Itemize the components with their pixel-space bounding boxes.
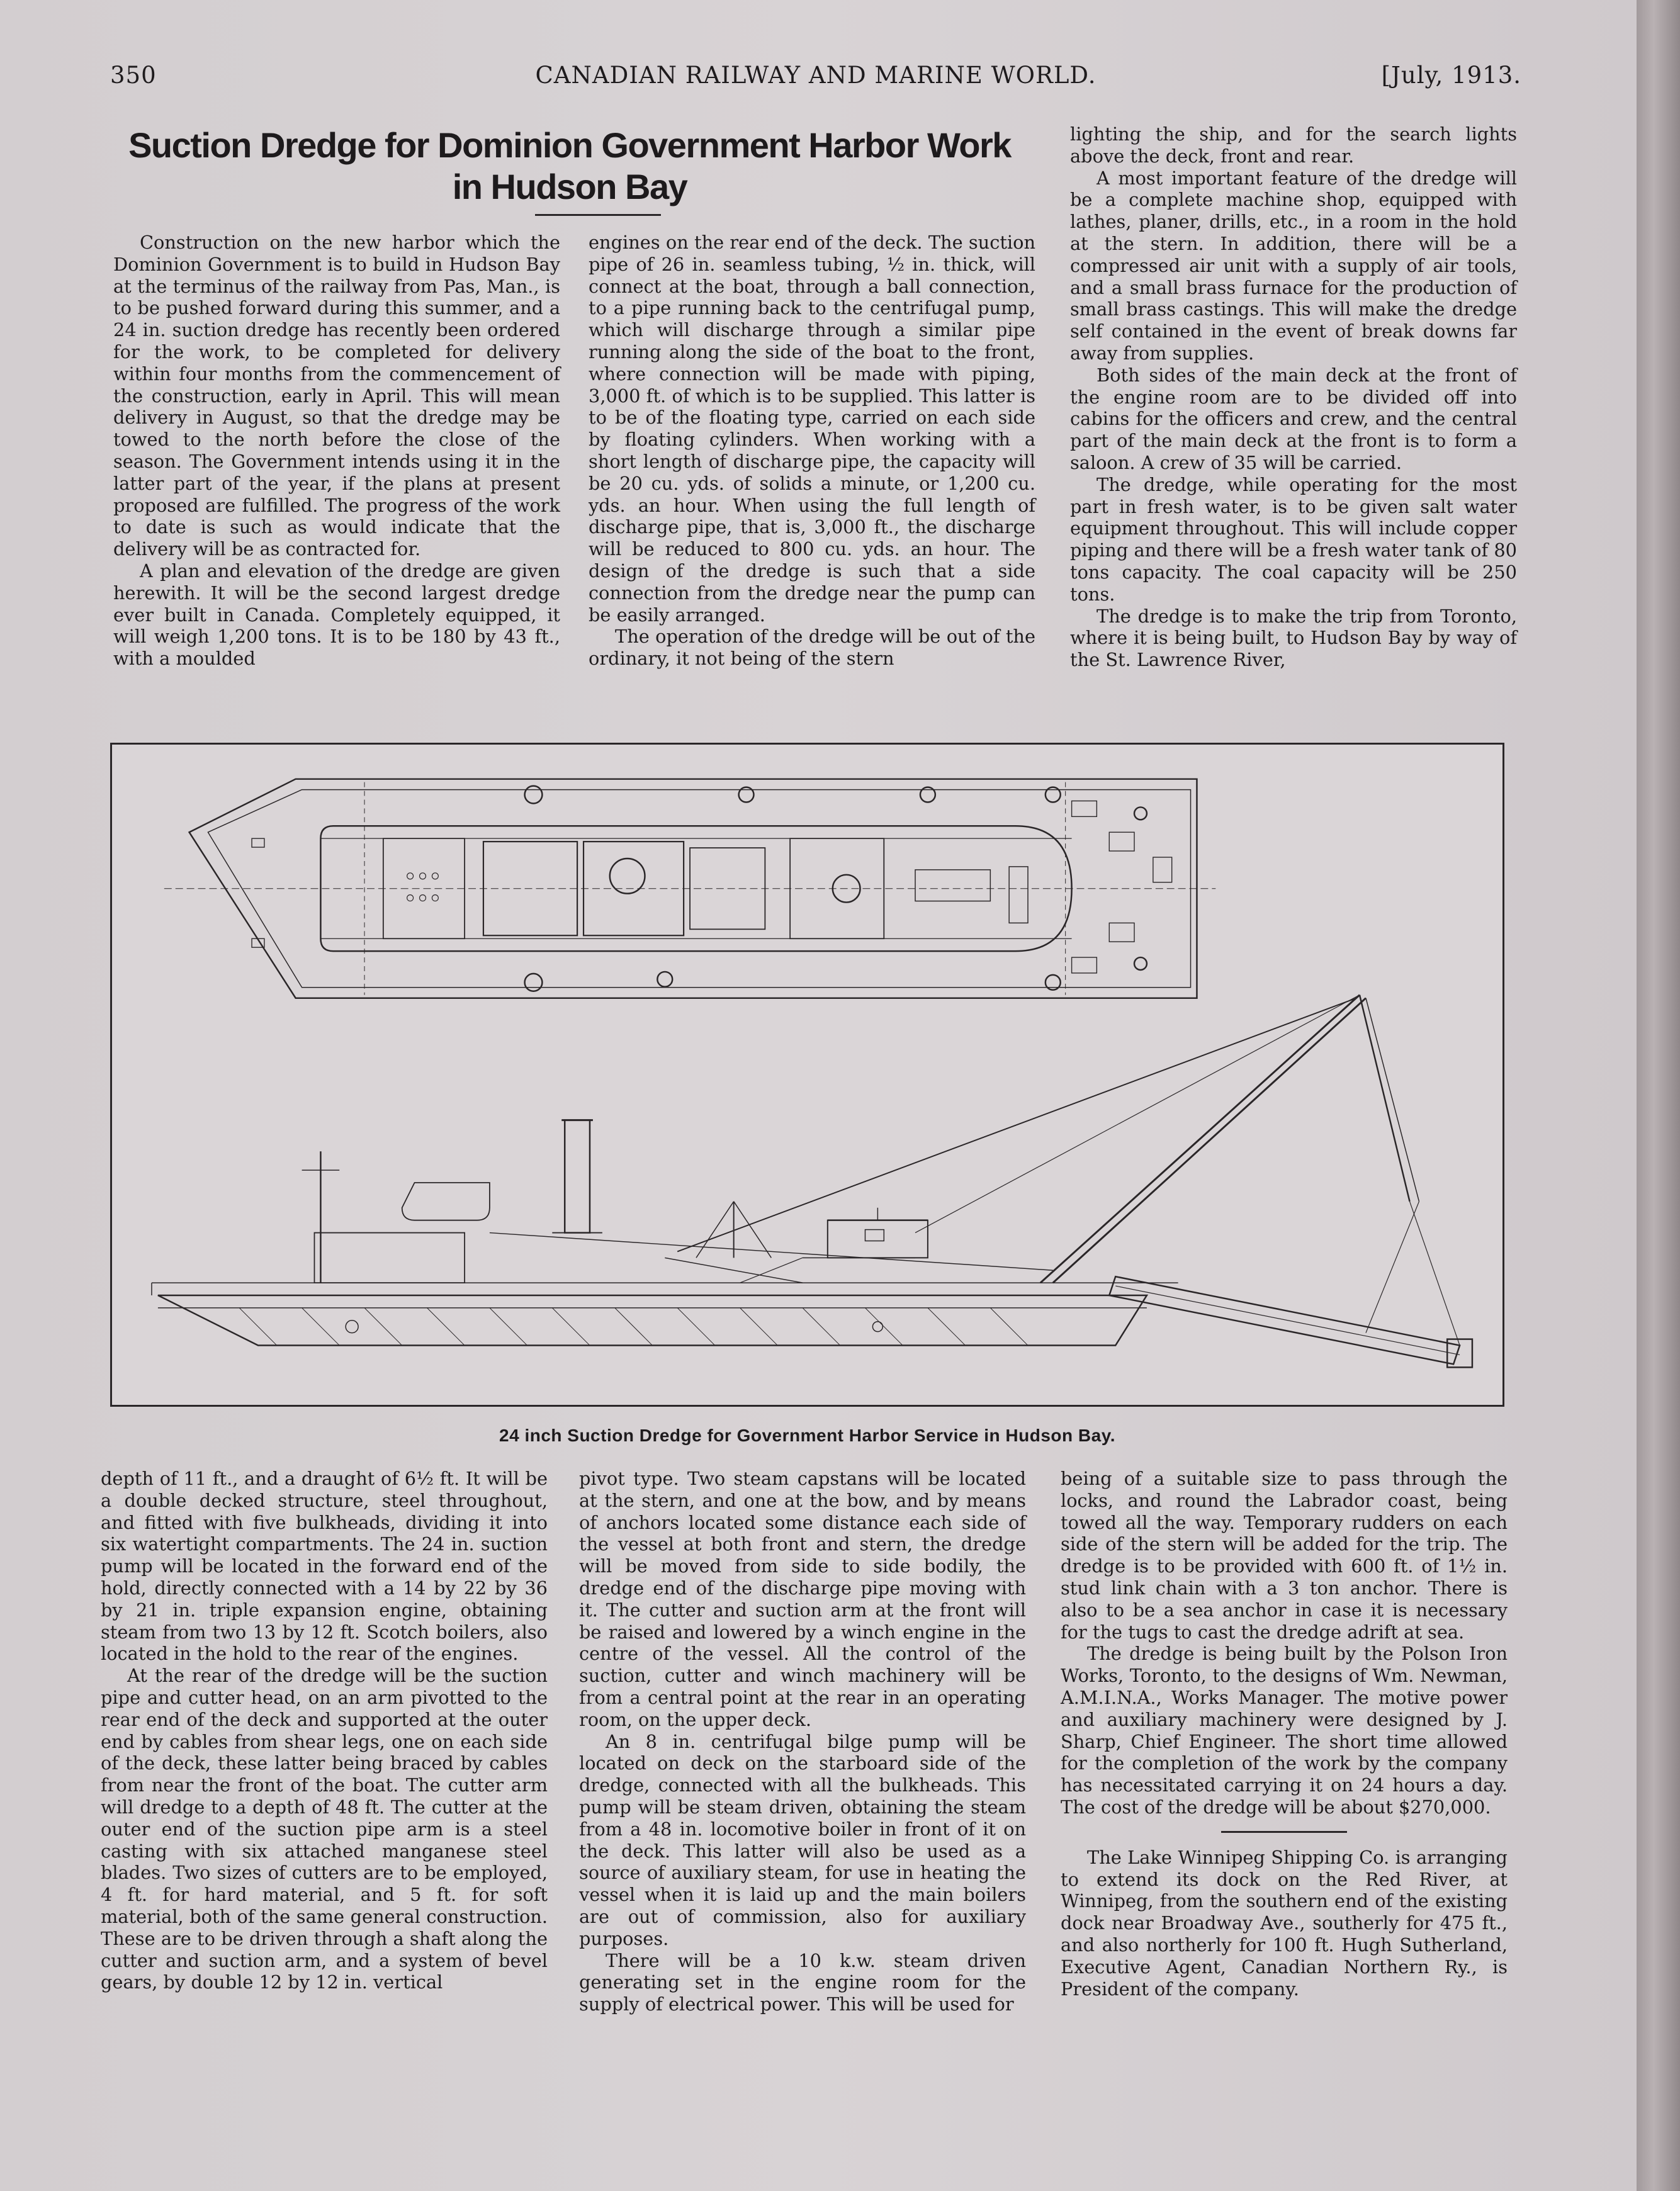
paragraph: being of a suitable size to pass through the locks, and round the Labrador coast, being towed all the way. Temporary rudders on each side of the stern will be added for the trip. The dredge is to be provided with 600 ft. of 1½ in. stud link chain with a 3 ton anchor. There is also to be a sea anchor in case it is necessary for the tugs to cast the dredge adrift at sea.	[1061, 1468, 1508, 1643]
funnel	[565, 1120, 590, 1233]
article-title: Suction Dredge for Dominion Government Harbor Work in Hudson Bay	[128, 125, 1011, 206]
publication-title: CANADIAN RAILWAY AND MARINE WORLD.	[535, 62, 1097, 89]
bottom-column-3	[1061, 1468, 1508, 2000]
paragraph: lighting the ship, and for the search lights above the deck, front and rear.	[1070, 123, 1517, 167]
suction-cutter-arm	[1109, 1276, 1460, 1364]
paragraph: A plan and elevation of the dredge are given herewith. It will be the second largest dredge ever built in Canada. Completely equipped, it will weigh 1,200 tons. It is to be 180 by 43 ft., with a moulded	[113, 560, 560, 670]
paragraph: The Lake Winnipeg Shipping Co. is arranging to extend its dock on the Red River, at Winnipeg, from the southern end of the existing dock near Broadway Ave., southerly for 475 ft., and also northerly for 100 ft. Hugh Sutherland, Executive Agent, Canadian Northern Ry., is President of the company.	[1061, 1846, 1508, 2000]
stay-cable	[677, 998, 1356, 1252]
paragraph: Both sides of the main deck at the front of the engine room are to be divided off into cabins for the officers and crew, and the central part of the main deck at the front is to form a saloon. A crew of 35 will be carried.	[1070, 364, 1517, 473]
paragraph: engines on the rear end of the deck. The suction pipe of 26 in. seamless tubing, ½ in. thick, will connect at the boat, through a ball connection, to a pipe running back to the centrifugal pump, which will discharge through a similar pipe running along the side of the boat to the front, where connection will be made with piping, 3,000 ft. of which is to be supplied. This latter is to be of the floating type, carried on each side by floating cylinders. When working with a short length of discharge pipe, the capacity will be 20 cu. yds. of solids a minute, or 1,200 cu. yds. an hour. When using the full length of discharge pipe, that is, 3,000 ft., the discharge will be reduced to 800 cu. yds. an hour. The design of the dredge is such that a side connection from the dredge near the pump can be easily arranged.	[589, 232, 1035, 626]
paragraph: An 8 in. centrifugal bilge pump will be located on deck on the starboard side of the dredge, connected with all the bulkheads. This pump will be steam driven, obtaining the steam from a 48 in. locomotive boiler in front of it on the deck. This latter will also be used as a source of auxiliary steam, for use in heating the vessel when it is laid up and the main boilers are out of commission, also for auxiliary purposes.	[579, 1730, 1026, 1949]
running-head	[110, 62, 1521, 99]
shear-leg	[1040, 995, 1360, 1283]
dredge-drawing	[112, 745, 1502, 1405]
issue-date: [July, 1913.	[1381, 62, 1521, 89]
elevation-hull	[158, 1295, 1147, 1346]
paragraph: The dredge is to make the trip from Toronto, where it is being built, to Hudson Bay by way of the St. Lawrence River,	[1070, 605, 1517, 671]
top-column-2	[589, 232, 1035, 670]
top-column-3	[1070, 123, 1517, 671]
section-rule	[1221, 1831, 1347, 1833]
paragraph: There will be a 10 k.w. steam driven generating set in the engine room for the supply of electrical power. This will be used for	[579, 1949, 1026, 2015]
page-number: 350	[110, 62, 157, 89]
title-rule	[535, 214, 661, 216]
paragraph: depth of 11 ft., and a draught of 6½ ft. It will be a double decked structure, steel throughout, and fitted with five bulkheads, dividing it into six watertight compartments. The 24 in. suction pump will be located in the forward end of the hold, directly connected with a 14 by 22 by 36 by 21 in. triple expansion engine, obtaining steam from two 13 by 12 ft. Scotch boilers, also located in the hold to the rear of the engines.	[101, 1468, 548, 1665]
paragraph: The operation of the dredge will be out of the ordinary, it not being of the stern	[589, 626, 1035, 670]
paragraph: pivot type. Two steam capstans will be located at the stern, and one at the bow, and by means of anchors located some distance each side of the vessel at both front and stern, the dredge will be moved from side to side bodily, the dredge end of the discharge pipe moving with it. The cutter and suction arm at the front will be raised and lowered by a winch engine in the centre of the vessel. All the control of the suction, cutter and winch machinery will be from a central point at the rear in an operating room, on the upper deck.	[579, 1468, 1026, 1730]
paragraph: Construction on the new harbor which the Dominion Government is to build in Hudson Bay at the terminus of the railway from Pas, Man., is to be pushed forward during this summer, and a 24 in. suction dredge has recently been ordered for the work, to be completed for delivery within four months from the commencement of the construction, early in April. This will mean delivery in August, so that the dredge may be towed to the north before the close of the season. The Government intends using it in the latter part of the year, if the plans at present proposed are fulfilled. The progress of the work to date is such as would indicate that the delivery will be as contracted for.	[113, 232, 560, 560]
figure-caption: 24 inch Suction Dredge for Government Harbor Service in Hudson Bay.	[499, 1426, 1115, 1445]
bottom-column-1	[101, 1468, 548, 1993]
paragraph: The dredge, while operating for the most part in fresh water, is to be given salt water equipment throughout. This will include copper piping and there will be a fresh water tank of 80 tons capacity. The coal capacity will be 250 tons.	[1070, 473, 1517, 605]
paragraph: A most important feature of the dredge will be a complete machine shop, equipped with lathes, planer, drills, etc., in a room in the hold at the stern. In addition, there will be a compressed air unit with a supply of air tools, and a small brass furnace for the production of small brass castings. This will make the dredge self contained in the event of break downs far away from supplies.	[1070, 167, 1517, 364]
dredge-plan-elevation-figure	[110, 743, 1504, 1407]
paragraph: At the rear of the dredge will be the suction pipe and cutter head, on an arm pivotted to the rear end of the deck and supported at the outer end by cables from shear legs, one on each side of the deck, these latter being braced by cables from near the front of the boat. The cutter arm will dredge to a depth of 48 ft. The cutter at the outer end of the suction pipe arm is a steel casting with six attached manganese steel blades. Two sizes of cutters are to be employed, 4 ft. for hard material, and 5 ft. for soft material, both of the same general construction. These are to be driven through a shaft along the cutter and suction arm, and a system of bevel gears, by double 12 by 12 in. vertical	[101, 1665, 548, 1993]
bottom-column-2	[579, 1468, 1026, 2015]
book-binding-edge	[1637, 0, 1680, 2191]
top-column-1	[113, 232, 560, 670]
paragraph: The dredge is being built by the Polson Iron Works, Toronto, to the designs of Wm. Newman, A.M.I.N.A., Works Manager. The motive power and auxiliary machinery were designed by J. Sharp, Chief Engineer. The short time allowed for the completion of the work by the company has necessitated carrying it on 24 hours a day. The cost of the dredge will be about $270,000.	[1061, 1643, 1508, 1818]
